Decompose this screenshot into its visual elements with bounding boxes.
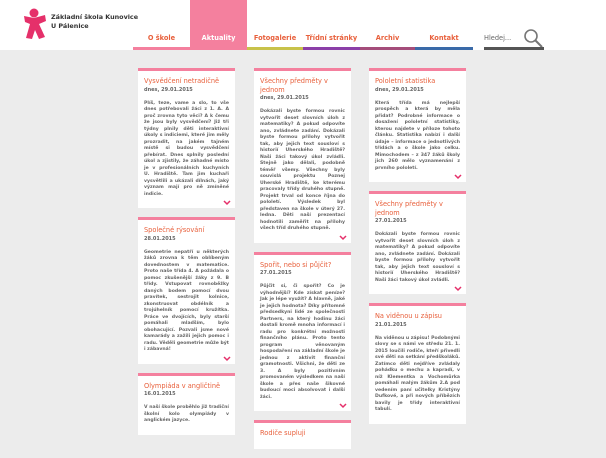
- nav-label: Aktuality: [201, 34, 236, 42]
- news-body: Na viděnou u zápisu! Podobnými slovy se s námi ve středu 21. 1. 2015 loučili rodiče, kteří přivedli své děti na setkání předškoláků. Zatímco děti nejdříve zvládaly pohádku o mechu a kapradí, v níž Klementka a Vochomůrka pomáhali malým žákům 2.A pod vedením paní učitelky Kristýny Dufkové, a při nových příbězích bavily je třídy interaktivní tabulí.: [375, 335, 460, 412]
- header: [0, 0, 606, 50]
- news-title[interactable]: Rodiče supluji: [260, 429, 306, 437]
- school-name-line1: Základní škola Kunovice: [51, 13, 139, 21]
- news-body: Dokázali byste formou rovnic vytvořit deset slovních úloh z matematiky? A pokud odpovíte ano, zvládnete zadání. Dokázali byste formou přílohy vytvořit tak, aby jejich text sousloví s historií Uherského Hradiště? Naši žáci takový úkol zvládli.: [375, 232, 460, 283]
- news-body: V naší škole proběhlo již tradiční školní kolo olympiády v anglickém jazyce.: [144, 405, 229, 423]
- search-input[interactable]: [484, 32, 520, 44]
- news-body: Půjčit si, či spořit? Co je výhodnější? Kde získat peníze? Jak je lépe využít? A hlavně, jaké je jejich hodnota? Díky přítomné předsedkyni lidé ze společnosti Partners, na který hodinu žáci dostali kromě mnoha informací i radu pro konkrétní možnosti finančního plánu. Proto tento program věnovaným hospodaření na základní škole je jednou z aktivit finanční gramotnosti. Všichni, že děti ze 3. A byly pozitivním promovaném výsledkem na naší škole a přes naše šikovné budoucí moci absolvovat i další žáci.: [260, 284, 345, 400]
- nav-underline: [360, 47, 415, 50]
- nav-label: Archiv: [375, 34, 400, 42]
- news-card[interactable]: [138, 68, 235, 208]
- search-underline: [484, 47, 544, 50]
- news-card[interactable]: [254, 68, 351, 243]
- news-date: dnes, 29.01.2015: [144, 86, 193, 93]
- expand-chevron-icon[interactable]: [339, 235, 347, 241]
- news-column-1: [138, 68, 235, 444]
- news-title[interactable]: Společné rýsování: [144, 226, 205, 234]
- news-card[interactable]: [369, 303, 466, 424]
- news-body: Plíš, teze, vame a slo, to vše dnes potřebovali žáci z 1. A. A proč zrovna tyto věci? A k čemu že jsou byly vysvědčení? Již tři týdny plnily děti interaktivní úkoly s indiciemi, které jim měly prozradit, na jakém tajném místě si budou vysvědčení přebírat. Dnes splnily poslední úkol a zjistily, že záhadné místo je v profesionálních kuchyních U. Hradiště. Tam jim kuchaři vysvětlili a ukázali dílnách, jaký význam mají pro ně zmíněné indicie.: [144, 100, 229, 197]
- news-date: 27.01.2015: [375, 218, 407, 224]
- news-body: Která třída má nejlepší prospěch a která by měla přidat? Podrobné informace o dosažení pololetní statistiky, kterou najdete v příloze tohoto článku. Statistika nabízí i další údaje – informace o jednotlivých třídách a o škole jako celku. Mimochodem – z 347 žáků školy jich 260 mělo vyznamenání z prvního pololetí.: [375, 100, 460, 171]
- news-title[interactable]: Pololetní statistika: [375, 77, 436, 85]
- nav-fotogalerie[interactable]: [247, 0, 303, 50]
- nav-aktuality[interactable]: [190, 0, 247, 50]
- nav-underline: [303, 47, 360, 50]
- search-icon[interactable]: [523, 28, 543, 48]
- news-date: dnes, 29.01.2015: [375, 86, 424, 93]
- nav-underline: [247, 47, 303, 50]
- news-card[interactable]: [369, 191, 466, 294]
- news-date: 28.01.2015: [144, 235, 176, 242]
- expand-chevron-icon[interactable]: [454, 286, 462, 292]
- nav-kontakt[interactable]: [415, 0, 473, 50]
- news-date: 21.01.2015: [375, 321, 407, 328]
- expand-chevron-icon[interactable]: [223, 200, 231, 206]
- nav-archiv[interactable]: [360, 0, 415, 50]
- news-title[interactable]: Na viděnou u zápisu: [375, 312, 442, 320]
- nav-underline: [133, 47, 190, 50]
- news-card[interactable]: [369, 68, 466, 182]
- expand-chevron-icon[interactable]: [223, 356, 231, 362]
- nav-underline: [415, 47, 473, 50]
- news-date: 27.01.2015: [260, 270, 292, 276]
- nav-tridni-stranky[interactable]: [303, 0, 360, 50]
- nav-label: O škole: [147, 34, 176, 42]
- news-body: Dokázali byste formou rovnic vytvořit deset slovních úloh z matematiky? A pokud odpovíte ano, zvládnete zadání. Dokázali byste formou přílohy vytvořit tak, aby jejich text sousloví s historií Uherského Hradiště? Naši žáci takový úkol zvládli. Stejně jako dělali, podobně téměř všemy. Všechny byly souvislá projektu Poznej Uherské Hradiště, ke kterému pracovaly třídy druhého stupně. Projekt trval od konce října do pololetí. Výsledek byl představen na škole v úterý 27. ledna. Děti naší prezentací hodnotili zaměřit na přílohy všech tříd druhého stupně.: [260, 109, 345, 231]
- news-card[interactable]: [138, 373, 235, 435]
- news-title[interactable]: Všechny předměty v jednom: [260, 77, 328, 94]
- expand-chevron-icon[interactable]: [454, 174, 462, 180]
- news-column-3: [369, 68, 466, 433]
- nav-underline: [190, 47, 247, 50]
- news-title[interactable]: Všechny předměty v jednom: [375, 200, 443, 217]
- nav-label: Třídní stránky: [305, 34, 358, 42]
- school-logo-icon[interactable]: [22, 8, 48, 42]
- nav-label: Kontakt: [429, 34, 459, 42]
- nav-o-skole[interactable]: [133, 0, 190, 50]
- news-card[interactable]: [138, 217, 235, 364]
- news-title[interactable]: Vysvědčení netradičně: [144, 77, 220, 85]
- school-name[interactable]: [51, 13, 138, 30]
- news-card[interactable]: [254, 252, 351, 412]
- news-column-2: [254, 68, 351, 458]
- expand-chevron-icon[interactable]: [339, 403, 347, 409]
- news-title[interactable]: Olympiáda v angličtině: [144, 381, 221, 390]
- news-date: dnes, 29.01.2015: [260, 95, 309, 101]
- news-body: Geometrie nepatří u některých žáků zrovna k těm oblíbeným dovednostem v matematice. Proto naše třída 4. A požádala o pomoc zkušenější žáky z 9. B třídy. Vstupovat rovnoběžky daných bodem pomocí dvou pravítek, sestrojit kolnice, zkonstruovat obdélník a trojúhelník pomocí kružítka. Práce ve dvojících, byly starší pomáhali mladším, bylo obohacující. Pozvali jsme nové kamarády a zažili jejich pomoc i radu. Věděli geometrie může být i zábavná!: [144, 249, 229, 352]
- nav-label: Fotogalerie: [253, 34, 297, 42]
- news-title[interactable]: Spořit, nebo si půjčit?: [260, 260, 332, 269]
- news-card[interactable]: [254, 420, 351, 449]
- school-name-line2: U Pálenice: [51, 21, 89, 30]
- news-date: 16.01.2015: [144, 391, 176, 397]
